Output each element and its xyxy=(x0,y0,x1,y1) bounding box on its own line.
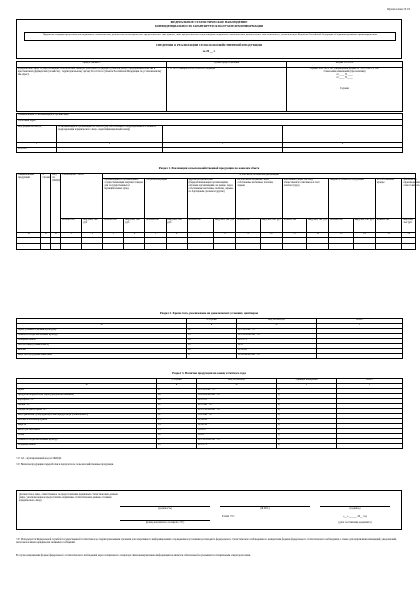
s2-col-v: В xyxy=(237,324,317,329)
row-name: масло растительное xyxy=(17,429,157,434)
row-okpd: 01.13.71 xyxy=(197,444,277,449)
submit-col1: Предоставляют: xyxy=(17,62,167,68)
s3-col-b: Б xyxy=(157,384,197,389)
table-row xyxy=(17,444,403,449)
row-name: сахарная свекла xyxy=(17,444,157,449)
warning-text: Нарушение порядка предоставления первичных статистических данных или несвоевременное предоставление этих данных, либо предоставление недостоверных первичных статистических данных влечет ответственность, установленную Кодексом Российской Федерации об административных правонарушениях xyxy=(42,33,378,36)
date-value: «__» ______ 20__ год xyxy=(343,515,367,518)
row-okpd: 10.41.5 xyxy=(197,429,277,434)
s3-h-unit: Единица измерения xyxy=(277,379,337,384)
s1-h-rev: выручка, тыс руб xyxy=(124,219,145,233)
s1-h-q: количество xyxy=(61,219,82,233)
row-name: скот и птица (в живом весе) xyxy=(17,344,187,349)
row-line: 03 xyxy=(187,334,237,339)
row-okpd: 01.13.51 xyxy=(197,399,277,404)
row-unit: ц xyxy=(277,409,337,414)
okpo-label: отчитывающейся организации по ОКПО (для обособленного подразделения и головного подразделения юридического лица - идентификационный номер) xyxy=(57,126,163,143)
header-line2: КОНФИДЕНЦИАЛЬНОСТЬ ГАРАНТИРУЕТСЯ ПОЛУЧАТЕЛЕМ ИНФОРМАЦИИ xyxy=(154,25,264,28)
row-name: овощи <2> xyxy=(17,404,157,409)
s1-h-rev: выручка, тыс руб xyxy=(353,219,375,233)
approval-cell xyxy=(287,68,403,112)
submission-table xyxy=(16,61,403,112)
row-line: 02 xyxy=(187,329,237,334)
s1-col-7: 7 xyxy=(187,233,214,238)
org-col4: 4 xyxy=(283,143,403,148)
s1-col-13: 13 xyxy=(329,233,353,238)
org-col2: 2 xyxy=(57,143,163,148)
signatory-label: Должностное лицо, ответственное за предоставление первичных статистических данных (лицо, уполномоченное предоставлять первичные статистические данные от имени юридического лица) xyxy=(19,493,118,503)
s1-h-rev: выручка, тыс руб xyxy=(402,219,416,233)
row-line: 08 xyxy=(157,394,197,399)
s1-h-rev: выручка, тыс руб xyxy=(166,219,187,233)
note-1: <1> АГ - агрегированный код по ОКПД2. xyxy=(16,457,62,460)
footnote-3: <3> Используется Федеральной службой государственной статистики и ее территориальными органами для оперативного информирования о проведении и уточнении респондента федерального статистического наблюдения по конкретным формам федерального статистического наблюдения, а также для направления извещений, уведомлений, налоговой и иных юридически значимых сообщений. xyxy=(16,538,397,545)
s2-h-okpd: Код по ОКПД2 xyxy=(237,319,317,324)
s1-col-5: 5 xyxy=(145,233,166,238)
row-okpd: 10.11.АГ <1> xyxy=(197,414,277,419)
email-label: E-mail <3>: xyxy=(222,515,235,518)
form-period: за 20 __ г. xyxy=(202,49,216,53)
row-okpd: 01.11.01.001.АГ <1> xyxy=(197,439,277,444)
s1-h-total: Реализовано - всего xyxy=(61,174,103,219)
row-line: 13 xyxy=(157,419,197,424)
row-name: зерно (озимые и яровые культуры) xyxy=(17,329,187,334)
row-name: сахарная свекла xyxy=(17,339,187,344)
s1-h-q: количество xyxy=(375,219,402,233)
row-line: 07 xyxy=(157,389,197,394)
row-okpd: 01.11.01.АГ <1> xyxy=(237,329,317,334)
s1-h-line: N строки xyxy=(41,174,51,233)
row-unit: ц xyxy=(277,429,337,434)
s1-h-proc: потребкооперации xyxy=(145,179,187,219)
s1-h-q: количество xyxy=(145,219,166,233)
s1-h-q: количество xyxy=(329,219,353,233)
s1-h-rev: выручка, тыс руб xyxy=(82,219,103,233)
section2-title: Раздел 2. Кроме того, реализовано на давальческих условиях, центнеров xyxy=(159,311,259,315)
row-unit: ц xyxy=(277,434,337,439)
section2-table xyxy=(16,318,403,359)
s1-h-q: количество xyxy=(103,219,124,233)
row-name: картофель <2> xyxy=(17,399,157,404)
s1-col-11: 11 xyxy=(282,233,306,238)
s3-col-v: В xyxy=(197,384,277,389)
s1-col-4: 4 xyxy=(124,233,145,238)
row-okpd: 10.61.00.001.АГ <1> xyxy=(197,394,277,399)
row-name: шерсть и продукция животных xyxy=(17,354,187,359)
row-unit: ц xyxy=(277,439,337,444)
s2-h-line: N строки xyxy=(187,319,237,324)
s1-col-v: В xyxy=(51,233,61,238)
org-name-label: Наименование отчитывающейся организации xyxy=(17,114,403,120)
s1-col-9: 9 xyxy=(236,233,260,238)
row-unit: ц xyxy=(277,419,337,424)
s1-col-12: 12 xyxy=(307,233,329,238)
row-okpd: 01.41.20 xyxy=(197,419,277,424)
org-col1: 1 xyxy=(17,143,57,148)
s1-col-1: 1 xyxy=(61,233,82,238)
row-line: 11 xyxy=(157,409,197,414)
row-okpd: 01.13.71 xyxy=(237,339,317,344)
s1-h-pers: на собственные нужды xyxy=(375,179,402,219)
row-name: семена и плоды масличных культур xyxy=(17,334,187,339)
row-unit: ц xyxy=(277,414,337,419)
row-unit: ц xyxy=(277,404,337,409)
row-name: плоды, ягоды и орехи <2> xyxy=(17,409,157,414)
row-okpd: 01.11.01.001.АГ <1> xyxy=(237,334,317,339)
s1-h-other: другим потребителям (перерабатывающим организациям, оптовым организациям, на рынке, через собственные магазины, палатки, ларьки, по бартерным сделкам и другие) xyxy=(187,179,236,219)
s1-col-a: А xyxy=(17,233,41,238)
changes-from2: от ____ N ____ xyxy=(336,75,353,79)
row-okpd: 01.41.49.001.АГ <1> xyxy=(237,354,317,359)
section1-table xyxy=(16,173,420,250)
row-name: молоко и молокопродукты xyxy=(17,419,157,424)
row-line: 18 xyxy=(157,444,197,449)
approved-order: Приказ Росстата: Об утверждении формы от 31.07.2023 N 360 xyxy=(310,67,379,70)
s1-h-okpd: Код по ОКПД2 xyxy=(51,174,61,233)
row-okpd: 01.11.01.АГ <1> xyxy=(197,389,277,394)
row-name: мясо (включая субпродукты) и мясопродукты (в убойном весе) xyxy=(17,414,157,419)
row-line: 04 xyxy=(187,339,237,344)
s3-col-a: А xyxy=(17,384,157,389)
form-number: Форма N 21-СХ xyxy=(287,62,403,68)
note-2: <2> Включая продукцию переработки и переучета на сельскохозяйственные продукции. xyxy=(16,463,114,466)
footnote-4: В случае направления формы федерального статистического наблюдения через специального оператора связи вышеуказанная информация не является обязательной и указывается специальным оператором связи. xyxy=(16,554,251,557)
header-line1: ФЕДЕРАЛЬНОЕ СТАТИСТИЧЕСКОЕ НАБЛЮДЕНИЕ xyxy=(170,20,248,24)
s1-h-q: количество xyxy=(187,219,214,233)
row-name: шерсть xyxy=(17,424,157,429)
s2-h-total: Всего xyxy=(317,319,403,324)
section1-title: Раздел 1. Реализация сельскохозяйственной продукции по каналам сбыта xyxy=(158,166,260,170)
s3-h-okpd: Код по ОКПД2 xyxy=(197,379,277,384)
section3-title: Раздел 3. Наличие продукции на конец отчетного года xyxy=(172,371,246,375)
okud-code: 0611021 xyxy=(17,148,57,153)
org-table xyxy=(16,113,403,153)
row-unit: ц xyxy=(277,389,337,394)
row-unit: ц xyxy=(277,424,337,429)
row-okpd: 01.4 xyxy=(237,344,317,349)
submit-col2: Сроки предоставления xyxy=(167,62,287,68)
phone-caption: (номер контактного телефона <3>) xyxy=(145,521,185,524)
s2-col-b: Б xyxy=(187,324,237,329)
s3-h-total: Всего xyxy=(337,379,403,384)
signature-caption: (подпись) xyxy=(349,507,361,510)
s1-data-row xyxy=(17,244,416,250)
row-unit: ц xyxy=(277,394,337,399)
deadline: с 11 по 15 января после отчетного периода xyxy=(167,68,287,112)
s1-h-q: количество xyxy=(236,219,260,233)
s1-col-14: 14 xyxy=(353,233,375,238)
s1-h-rev: выручка, тыс руб xyxy=(214,219,236,233)
row-okpd: 10.81 xyxy=(197,434,277,439)
s1-col-16: 16 xyxy=(402,233,416,238)
section3-table xyxy=(16,378,403,449)
row-name: зерно xyxy=(17,389,157,394)
s1-h-product: Наименование продукции xyxy=(17,174,41,233)
row-line: 14 xyxy=(157,424,197,429)
s1-h-wages: населению (через систему общественного питания и в счет оплаты труда) xyxy=(282,179,329,219)
org-address-label: Почтовый адрес xyxy=(17,120,403,126)
s1-h-pop: на том числе на рынке, через собственные магазины, палатки, ларьки xyxy=(236,179,283,219)
s2-col-a: А xyxy=(17,324,187,329)
org-col3: 3 xyxy=(163,143,283,148)
row-line: 12 xyxy=(157,414,197,419)
s1-h-fact: фактически произведенная себестоимость xyxy=(402,179,416,219)
okud-label: Код формы по ОКУД xyxy=(17,126,57,143)
s1-h-incl: в том числе по каналам реализации xyxy=(103,174,416,179)
fio-caption: (Ф.И.О.) xyxy=(260,507,270,510)
row-line: 10 xyxy=(157,404,197,409)
row-name: продукты переработки зерна (продовольственные) xyxy=(17,394,157,399)
s3-h-line: N строки xyxy=(157,379,197,384)
row-line: 07 xyxy=(187,354,237,359)
row-line: 06 xyxy=(187,349,237,354)
row-unit: ц xyxy=(277,399,337,404)
periodicity: Годовая xyxy=(340,86,349,90)
s1-col-15: 15 xyxy=(375,233,402,238)
s1-col-b: Б xyxy=(41,233,51,238)
s1-col-6: 6 xyxy=(166,233,187,238)
row-name: молоко xyxy=(17,349,187,354)
date-caption: (дата составления документа) xyxy=(338,521,372,524)
s1-col-10: 10 xyxy=(260,233,282,238)
row-okpd: 01.41.20 xyxy=(237,349,317,354)
s1-col-3: 3 xyxy=(103,233,124,238)
s1-h-rev: выручка, тыс руб xyxy=(307,219,329,233)
changes-from: от ____ N ____ xyxy=(336,72,353,76)
changes-label: О внесении изменений (при наличии) xyxy=(323,69,366,73)
s3-col-g: Г xyxy=(277,384,337,389)
s1-h-rev: выручка, тыс руб xyxy=(260,219,282,233)
s3-col-1: 1 xyxy=(337,384,403,389)
row-line: 16 xyxy=(157,434,197,439)
row-line: 05 xyxy=(187,344,237,349)
appendix-label: Приложение N 19 xyxy=(387,7,410,11)
s1-h-org: организациям и организациям, осуществляющим закупки товаров для государственных и муниципальных нужд xyxy=(103,179,145,219)
position-caption: (должность) xyxy=(158,507,172,510)
row-unit: ц xyxy=(277,444,337,449)
s1-col-8: 8 xyxy=(214,233,236,238)
row-line: 09 xyxy=(157,399,197,404)
row-okpd: 01.13.АГ <1> xyxy=(197,404,277,409)
form-title: СВЕДЕНИЯ О РЕАЛИЗАЦИИ СЕЛЬСКОХОЗЯЙСТВЕННОЙ ПРОДУКЦИИ xyxy=(156,43,262,47)
respondents: юридические лица, осуществляющие сельскохозяйственную деятельность (кроме субъектов малого предпринимательства и крестьянских (фермерских) хозяйств) - территориальному органу Росстата в субъекте Российской Федерации по установленному им адресу xyxy=(17,68,167,112)
s1-h-exch: выдано в обмен на продукцию xyxy=(329,179,376,219)
s1-col-2: 2 xyxy=(82,233,103,238)
table-row xyxy=(17,354,403,359)
row-name: сахар xyxy=(17,434,157,439)
row-line: 17 xyxy=(157,439,197,444)
s2-col-1: 1 xyxy=(317,324,403,329)
row-name: семена и плоды масличных культур xyxy=(17,439,157,444)
row-line: 15 xyxy=(157,429,197,434)
row-okpd: 01.45.30 xyxy=(197,424,277,429)
s1-h-q: количество xyxy=(282,219,306,233)
row-okpd: 01.21.10.002.АГ <1> xyxy=(197,409,277,414)
